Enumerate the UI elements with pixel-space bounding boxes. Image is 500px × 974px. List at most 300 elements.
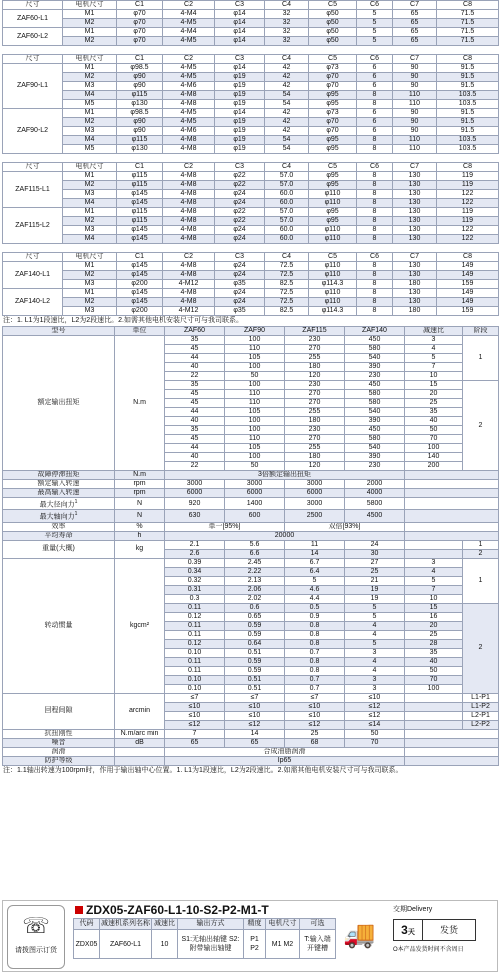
table-cell: 40 [405, 417, 463, 426]
table-row [74, 930, 336, 959]
table-cell: φ110 [309, 199, 357, 208]
table-row [3, 127, 499, 136]
column-header: C3 [215, 253, 265, 262]
table-cell: 4-M12 [163, 307, 215, 316]
table-cell: 25 [405, 399, 463, 408]
table-cell: 119 [437, 217, 499, 226]
unit-cell: N.m [115, 471, 165, 480]
zaf60-dimension-table [2, 0, 499, 46]
table-cell: φ22 [215, 208, 265, 217]
table-cell: 2.22 [225, 567, 285, 576]
table-row [3, 471, 499, 480]
row-label: 最大轴向力$^1$ [3, 510, 115, 522]
table-cell: 8 [357, 289, 393, 298]
column-header: C5 [309, 163, 357, 172]
table-row [3, 28, 499, 37]
table-cell: 0.10 [165, 684, 225, 693]
table-cell: 0.8 [285, 639, 345, 648]
row-label: 额定输入转速 [3, 480, 115, 489]
table-cell: 6 [357, 109, 393, 118]
column-header: C2 [163, 163, 215, 172]
unit-cell: dB [115, 738, 165, 747]
table-cell: φ95 [309, 145, 357, 154]
table-cell: φ50 [309, 37, 357, 46]
table-cell: 122 [437, 226, 499, 235]
table-cell: 45 [165, 390, 225, 399]
table-cell: 50 [345, 729, 405, 738]
table-cell: M4 [63, 235, 117, 244]
table-cell: 0.11 [165, 603, 225, 612]
table-cell: 10 [405, 372, 463, 381]
empty-cell [405, 498, 499, 510]
table-cell: 149 [437, 289, 499, 298]
table-row [3, 190, 499, 199]
row-label: 转动惯量 [3, 558, 115, 693]
row-label: 重量(大概) [3, 540, 115, 558]
table-row [3, 91, 499, 100]
table-cell: 119 [437, 181, 499, 190]
table-cell: φ19 [215, 100, 265, 109]
table-cell: 5 [405, 576, 463, 585]
table-cell: 42 [265, 118, 309, 127]
table-cell: 4-M8 [163, 100, 215, 109]
table-cell: 130 [393, 235, 437, 244]
table-cell: 3000 [165, 480, 225, 489]
table-cell: 580 [345, 435, 405, 444]
table-cell: 2000 [345, 480, 405, 489]
table-cell: 6000 [165, 489, 225, 498]
table-cell: 54 [265, 145, 309, 154]
table-cell: 580 [345, 390, 405, 399]
table-cell: 159 [437, 307, 499, 316]
column-header: 尺寸 [3, 1, 63, 10]
table-cell: M1 [63, 172, 117, 181]
empty-cell [405, 510, 499, 522]
column-header: C5 [309, 1, 357, 10]
table-cell: 65 [393, 10, 437, 19]
table-cell: 5 [357, 10, 393, 19]
table-cell: M2 [63, 217, 117, 226]
table-cell: M1 [63, 10, 117, 19]
column-header: C4 [265, 163, 309, 172]
row-label: 额定输出扭矩 [3, 336, 115, 471]
table-cell: M5 [63, 145, 117, 154]
phone-order-box [7, 905, 65, 969]
column-header: ZAF140 [345, 327, 405, 336]
table-cell: 270 [285, 435, 345, 444]
table-cell: 6.7 [285, 558, 345, 567]
table-cell [405, 540, 463, 549]
column-header: 尺寸 [3, 253, 63, 262]
table-cell: 90 [393, 73, 437, 82]
empty-cell [405, 471, 499, 480]
table-cell: φ114.3 [309, 280, 357, 289]
table-row [3, 289, 499, 298]
table-cell: M1 [63, 28, 117, 37]
table-cell: φ90 [117, 82, 163, 91]
size-label: ZAF90-L2 [3, 109, 63, 154]
table-cell: 60.0 [265, 226, 309, 235]
table-cell: φ110 [309, 271, 357, 280]
table-cell: 6000 [285, 489, 345, 498]
value-cell: 合成油脂润滑 [165, 747, 405, 756]
table-cell: 15 [405, 603, 463, 612]
table-cell: φ95 [309, 91, 357, 100]
table-cell: 180 [285, 453, 345, 462]
performance-note: 注：1.1轴出转速为100rpm时，作用于输出轴中心位置。1. L1为1段速比，L2为2段速比。2.如需其他电机安装尺寸可与我司联系。 [3, 766, 403, 774]
table-cell: 2.6 [165, 549, 225, 558]
table-cell: 180 [393, 280, 437, 289]
table-cell: 630 [165, 510, 225, 522]
performance-table [2, 326, 499, 766]
table-cell: φ22 [215, 172, 265, 181]
table-cell: 57.0 [265, 208, 309, 217]
table-cell: 22 [165, 372, 225, 381]
table-cell: M2 [63, 73, 117, 82]
unit-cell: N [115, 498, 165, 510]
table-cell: 119 [437, 172, 499, 181]
table-cell: 0.11 [165, 666, 225, 675]
table-cell: φ14 [215, 109, 265, 118]
table-cell: M4 [63, 136, 117, 145]
table-cell: 100 [405, 444, 463, 453]
table-cell [405, 702, 463, 711]
table-cell: 82.5 [265, 280, 309, 289]
table-cell: M1 [63, 289, 117, 298]
table-cell: 91.5 [437, 109, 499, 118]
table-cell: 60.0 [265, 235, 309, 244]
table-cell: 140 [405, 453, 463, 462]
unit-cell: N.m/arc min [115, 729, 165, 738]
table-row [3, 336, 499, 345]
table-cell: 110 [393, 136, 437, 145]
table-cell: φ115 [117, 172, 163, 181]
table-cell: 2.06 [225, 585, 285, 594]
table-cell: M2 [63, 298, 117, 307]
table-cell: φ70 [117, 10, 163, 19]
table-cell: 4 [405, 567, 463, 576]
table-cell: 44 [165, 408, 225, 417]
table-cell: 6 [357, 82, 393, 91]
stage-cell: 2 [463, 549, 499, 558]
table-cell: 4-M8 [163, 271, 215, 280]
table-cell: 3 [345, 684, 405, 693]
table-cell: 0.12 [165, 612, 225, 621]
table-cell: φ24 [215, 226, 265, 235]
column-header: 减速比 [152, 919, 178, 930]
table-cell: φ110 [309, 289, 357, 298]
table-cell: 8 [357, 208, 393, 217]
table-cell: 105 [225, 444, 285, 453]
table-cell: 8 [357, 307, 393, 316]
table-cell: 20 [405, 621, 463, 630]
table-cell: ≤14 [345, 720, 405, 729]
table-cell: 8 [357, 100, 393, 109]
table-cell: φ19 [215, 82, 265, 91]
size-label: ZAF115-L2 [3, 208, 63, 244]
table-cell: φ24 [215, 289, 265, 298]
table-cell: 1400 [225, 498, 285, 510]
table-cell: 8 [357, 217, 393, 226]
table-cell: 0.59 [225, 630, 285, 639]
column-header: C1 [117, 1, 163, 10]
table-cell: 6.6 [225, 549, 285, 558]
table-cell: 32 [265, 19, 309, 28]
table-cell: 8 [357, 262, 393, 271]
table-cell: ≤10 [225, 711, 285, 720]
table-cell: 6 [357, 127, 393, 136]
table-cell: φ145 [117, 289, 163, 298]
table-cell: 42 [265, 127, 309, 136]
table-cell: 28 [405, 639, 463, 648]
table-cell: 4 [345, 657, 405, 666]
table-cell: 19 [345, 594, 405, 603]
footnote-mark: 1 [74, 499, 78, 505]
table-cell: 0.7 [285, 684, 345, 693]
table-cell: φ24 [215, 262, 265, 271]
table-cell: 6000 [225, 489, 285, 498]
table-row [3, 199, 499, 208]
table-cell: M1 [63, 64, 117, 73]
table-cell: 3 [405, 558, 463, 567]
table-cell: ≤10 [345, 693, 405, 702]
table-cell: φ24 [215, 235, 265, 244]
table-cell: S1:无轴出轴键 S2:附带输出轴键 [178, 930, 244, 959]
table-row [3, 10, 499, 19]
table-cell: 4-M8 [163, 226, 215, 235]
table-row [3, 489, 499, 498]
table-cell: 110 [393, 91, 437, 100]
table-cell: 149 [437, 271, 499, 280]
table-cell: 44 [165, 354, 225, 363]
table-cell: φ24 [215, 199, 265, 208]
table-cell: 54 [265, 91, 309, 100]
column-header: 尺寸 [3, 163, 63, 172]
unit-cell: N [115, 510, 165, 522]
table-cell: 0.8 [285, 630, 345, 639]
table-cell: 0.34 [165, 567, 225, 576]
table-cell: 8 [357, 136, 393, 145]
table-cell: 90 [393, 64, 437, 73]
table-row [3, 271, 499, 280]
table-cell: 50 [225, 372, 285, 381]
table-cell: φ14 [215, 19, 265, 28]
unit-cell: rpm [115, 480, 165, 489]
table-cell: 920 [165, 498, 225, 510]
table-cell: 72.5 [265, 271, 309, 280]
table-cell: φ95 [309, 136, 357, 145]
table-cell: 4-M6 [163, 82, 215, 91]
table-cell: 45 [165, 435, 225, 444]
table-cell: 65 [225, 738, 285, 747]
table-cell: 8 [357, 235, 393, 244]
table-cell: 6 [357, 118, 393, 127]
table-cell: 122 [437, 199, 499, 208]
table-cell: 100 [225, 417, 285, 426]
table-cell: 65 [393, 28, 437, 37]
table-cell: φ115 [117, 91, 163, 100]
table-cell: 5 [405, 354, 463, 363]
table-row [3, 109, 499, 118]
column-header: C3 [215, 55, 265, 64]
table-cell: 0.3 [165, 594, 225, 603]
table-row [3, 307, 499, 316]
table-cell: M3 [63, 82, 117, 91]
table-cell: φ200 [117, 307, 163, 316]
size-label: ZAF140-L1 [3, 262, 63, 289]
table-cell: 103.5 [437, 136, 499, 145]
table-cell: 4-M12 [163, 280, 215, 289]
table-cell: 149 [437, 262, 499, 271]
table-cell: P1 P2 [244, 930, 266, 959]
table-cell: φ110 [309, 190, 357, 199]
table-cell: φ115 [117, 136, 163, 145]
table-cell: 159 [437, 280, 499, 289]
delivery-ship: 发货 [423, 919, 476, 941]
table-row [3, 100, 499, 109]
column-header: C1 [117, 163, 163, 172]
table-cell: 8 [357, 280, 393, 289]
table-cell: 130 [393, 298, 437, 307]
table-cell: 122 [437, 235, 499, 244]
column-header: 电机尺寸 [63, 163, 117, 172]
table-cell: 25 [285, 729, 345, 738]
table-cell: 103.5 [437, 100, 499, 109]
column-header: C4 [265, 1, 309, 10]
table-cell: M2 [63, 37, 117, 46]
column-header: C6 [357, 1, 393, 10]
table-cell: 8 [357, 298, 393, 307]
column-header: C7 [393, 1, 437, 10]
table-cell: 130 [393, 226, 437, 235]
table-cell: 0.9 [285, 612, 345, 621]
table-cell: 72.5 [265, 262, 309, 271]
table-cell: M3 [63, 226, 117, 235]
table-cell: φ35 [215, 307, 265, 316]
table-cell: φ90 [117, 127, 163, 136]
table-cell: 4-M8 [163, 235, 215, 244]
table-row [3, 172, 499, 181]
table-row [3, 37, 499, 46]
table-cell: φ110 [309, 226, 357, 235]
table-cell: 0.10 [165, 675, 225, 684]
footnote-mark: 1 [74, 511, 78, 518]
table-cell: 3000 [285, 498, 345, 510]
table-cell: 4-M4 [163, 28, 215, 37]
truck-icon: 🚚 [343, 919, 376, 949]
table-cell: 270 [285, 345, 345, 354]
table-cell: 50 [225, 462, 285, 471]
table-cell: φ95 [309, 100, 357, 109]
table-cell: 0.32 [165, 576, 225, 585]
table-cell [405, 549, 463, 558]
table-cell: 390 [345, 363, 405, 372]
table-cell: 2.45 [225, 558, 285, 567]
table-cell: 4 [345, 621, 405, 630]
table-cell: φ70 [309, 73, 357, 82]
table-cell: 4000 [345, 489, 405, 498]
table-cell: 4-M8 [163, 172, 215, 181]
column-header: C8 [437, 163, 499, 172]
table-cell: 110 [225, 399, 285, 408]
table-row [3, 756, 499, 765]
table-cell: 60.0 [265, 190, 309, 199]
table-cell: 0.12 [165, 639, 225, 648]
table-cell: 6 [357, 73, 393, 82]
table-cell: ZAF60-L1 [100, 930, 152, 959]
table-cell: ≤10 [285, 702, 345, 711]
table-row [3, 747, 499, 756]
table-cell: 0.51 [225, 675, 285, 684]
table-cell: φ95 [309, 208, 357, 217]
table-cell: φ24 [215, 271, 265, 280]
table-cell: 5 [357, 28, 393, 37]
table-cell: 5 [285, 576, 345, 585]
table-cell: 32 [265, 28, 309, 37]
table-cell: 8 [357, 226, 393, 235]
table-cell: 5 [345, 612, 405, 621]
table-cell: 8 [357, 199, 393, 208]
table-cell: φ70 [309, 118, 357, 127]
table-cell: 2.13 [225, 576, 285, 585]
table-cell: 0.51 [225, 684, 285, 693]
table-row [3, 73, 499, 82]
table-cell: 8 [357, 91, 393, 100]
table-cell: 42 [265, 109, 309, 118]
stage-cell: L1-P1 [463, 693, 499, 702]
order-code-table [73, 918, 336, 959]
column-header: 单位 [115, 327, 165, 336]
table-cell: φ115 [117, 217, 163, 226]
table-row [3, 226, 499, 235]
table-cell: 0.7 [285, 648, 345, 657]
table-cell: 50 [405, 426, 463, 435]
table-cell: M2 [63, 118, 117, 127]
table-cell: 110 [393, 100, 437, 109]
size-label: ZAF60-L1 [3, 10, 63, 28]
unit-cell: kgcm² [115, 558, 165, 693]
table-cell: 91.5 [437, 118, 499, 127]
column-header: C4 [265, 55, 309, 64]
stage-cell: 1 [463, 540, 499, 549]
table-cell: 4-M5 [163, 64, 215, 73]
table-cell: ≤12 [345, 702, 405, 711]
table-cell: 100 [405, 684, 463, 693]
order-footer [2, 900, 498, 972]
table-cell: 5 [345, 603, 405, 612]
table-cell: 5 [357, 19, 393, 28]
table-cell: 5 [357, 37, 393, 46]
table-cell: 130 [393, 262, 437, 271]
table-cell: 130 [393, 199, 437, 208]
table-cell: M2 [63, 19, 117, 28]
row-label: 润滑 [3, 747, 115, 756]
table-cell: 5 [345, 639, 405, 648]
table-cell: 90 [393, 82, 437, 91]
unit-cell: % [115, 522, 165, 531]
table-cell: φ19 [215, 145, 265, 154]
table-cell: 90 [393, 127, 437, 136]
table-cell: 2500 [285, 510, 345, 522]
table-cell: φ70 [309, 82, 357, 91]
table-cell: 110 [393, 145, 437, 154]
delivery-note: O本产品发货时间不含周日 [393, 947, 464, 953]
stage-cell: 1 [463, 558, 499, 603]
table-row [3, 480, 499, 489]
table-cell: 8 [357, 172, 393, 181]
table-cell: 82.5 [265, 307, 309, 316]
table-cell: φ14 [215, 37, 265, 46]
